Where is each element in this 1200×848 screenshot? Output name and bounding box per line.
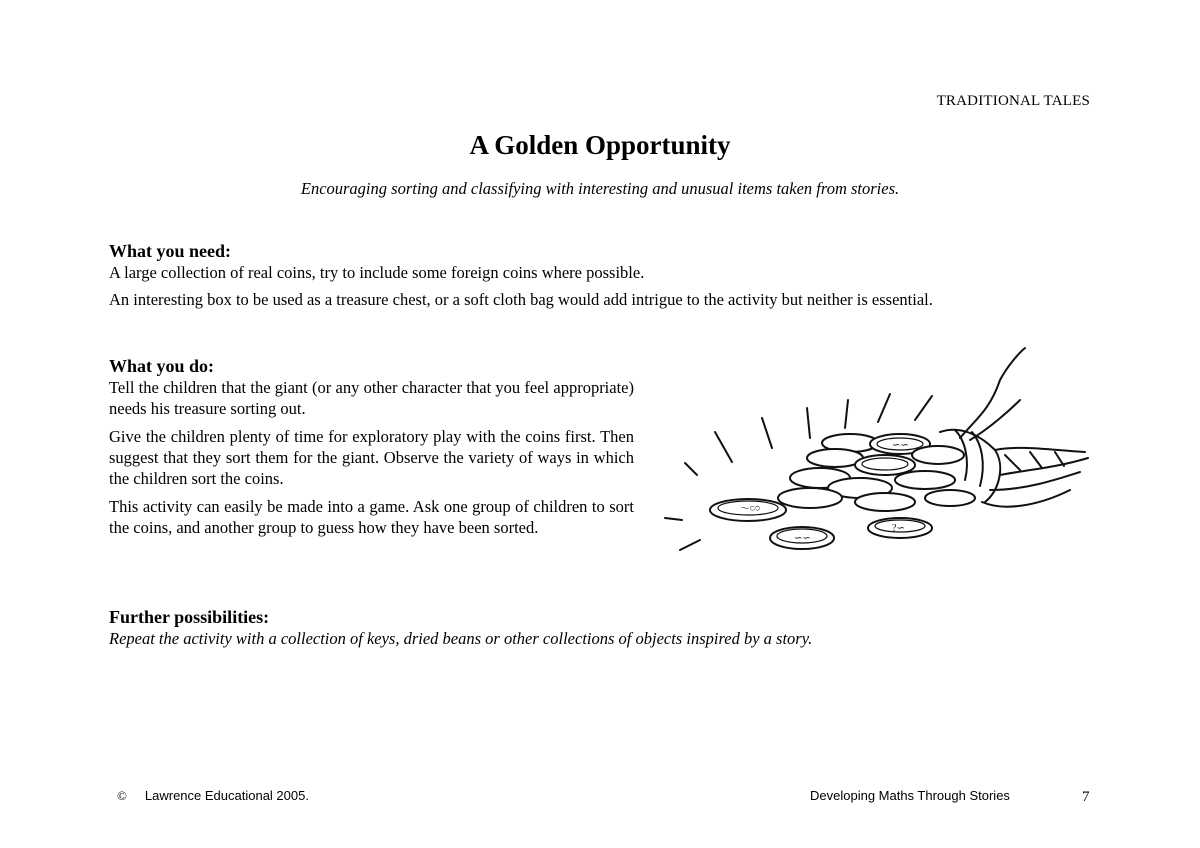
do-paragraph: Tell the children that the giant (or any other character that you feel appropriate) needs his treasure sorting out. (109, 378, 634, 418)
do-paragraph: This activity can easily be made into a game. Ask one group of children to sort the coins, and another group to guess how they have been sorted. (109, 497, 634, 537)
coin-bag-illustration (660, 340, 1100, 565)
svg-text:?∽: ?∽ (892, 523, 905, 534)
need-paragraph: A large collection of real coins, try to include some foreign coins where possible. (109, 263, 645, 282)
subtitle: Encouraging sorting and classifying with interesting and unusual items taken from stories. (300, 179, 900, 198)
footer-copyright (117, 788, 309, 804)
what-you-need-section (109, 241, 1089, 310)
svg-text:〜∽: 〜∽ (740, 504, 760, 515)
footer-book-title: Developing Maths Through Stories (810, 788, 1010, 803)
svg-text:∽∽: ∽∽ (794, 533, 811, 544)
what-you-need-heading: What you need: (109, 241, 232, 261)
what-you-do-section (109, 356, 634, 538)
page-title: A Golden Opportunity (469, 130, 731, 160)
further-possibilities-section (109, 607, 1089, 649)
svg-text:∽∽: ∽∽ (892, 440, 909, 451)
further-possibilities-heading: Further possibilities: (109, 607, 270, 627)
page-number: 7 (1082, 789, 1090, 805)
footer-publisher: Lawrence Educational 2005. (144, 788, 309, 803)
do-paragraph: Give the children plenty of time for exploratory play with the coins first. Then suggest that they sort them for the giant. Observe the variety of ways in which the children sort the coins. (109, 427, 634, 488)
need-paragraph: An interesting box to be used as a treasure chest, or a soft cloth bag would add intrigue to the activity but neither is essential. (109, 290, 933, 309)
further-possibilities-text: Repeat the activity with a collection of keys, dried beans or other collections of objects inspired by a story. (109, 629, 813, 648)
section-tag: TRADITIONAL TALES (936, 93, 1090, 109)
copyright-icon: © (117, 788, 127, 803)
what-you-do-heading: What you do: (109, 356, 215, 376)
